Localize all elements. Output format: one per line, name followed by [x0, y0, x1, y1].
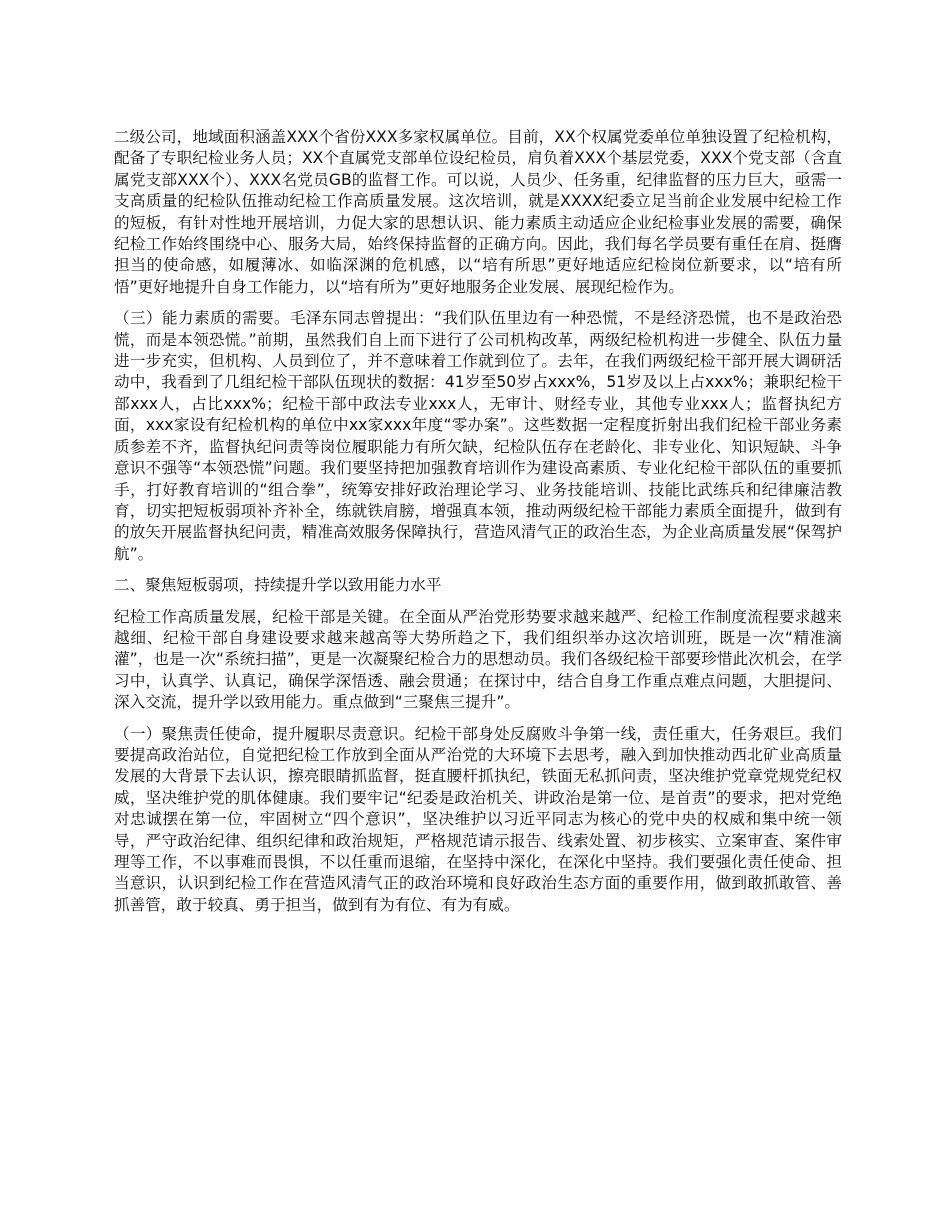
paragraph-2: （三）能力素质的需要。毛泽东同志曾提出：“我们队伍里边有一种恐慌，不是经济恐慌，也不是政治恐慌，而是本领恐慌。”前期，虽然我们自上而下进行了公司机构改革，两级纪检机构进一步健全、队伍力量进一步充实，但机构、人员到位了，并不意味着工作就到位了。去年，在我们两级纪检干部开展大调研活动中，我看到了几组纪检干部队伍现状的数据：41岁至50岁占xxx%，51岁及以上占xxx%；兼职纪检干部xxx人，占比xxx%；纪检干部中政法专业xxx人，无审计、财经专业，其他专业xxx人；监督执纪方面，xxx家设有纪检机构的单位中xx家xxx年度“零办案”。这些数据一定程度折射出我们纪检干部业务素质参差不齐，监督执纪问责等岗位履职能力有所欠缺，纪检队伍存在老龄化、非专业化、知识短缺、斗争意识不强等“本领恐慌”问题。我们要坚持把加强教育培训作为建设高素质、专业化纪检干部队伍的重要抓手，打好教育培训的“组合拳”，统筹安排好政治理论学习、业务技能培训、技能比武练兵和纪律廉洁教育，切实把短板弱项补齐补全，练就铁肩膀，增强真本领，推动两级纪检干部能力素质全面提升，做到有的放矢开展监督执纪问责，精准高效服务保障执行，营造风清气正的政治生态，为企业高质量发展“保驾护航”。 [114, 309, 842, 563]
paragraph-1: 二级公司，地域面积涵盖XXX个省份XXX多家权属单位。目前，XX个权属党委单位单独设置了纪检机构，配备了专职纪检业务人员；XX个直属党支部单位设纪检员，肩负着XXX个基层党委，XXX个党支部（含直属党支部XXX个）、XXX名党员GB的监督工作。可以说，人员少、任务重，纪律监督的压力巨大，亟需一支高质量的纪检队伍推动纪检工作高质量发展。这次培训，就是XXXX纪委立足当前企业发展中纪检工作的短板，有针对性地开展培训，力促大家的思想认识、能力素质主动适应企业纪检事业发展的需要，确保纪检工作始终围绕中心、服务大局，始终保持监督的正确方向。因此，我们每名学员要有重任在肩、挺膺担当的使命感，如履薄冰、如临深渊的危机感，以“培有所思”更好地适应纪检岗位新要求，以“培有所悟”更好地提升自身工作能力，以“培有所为”更好地服务企业发展、展现纪检作为。 [114, 128, 842, 296]
section-heading: 二、聚焦短板弱项，持续提升学以致用能力水平 [114, 576, 442, 595]
document-body [114, 127, 842, 926]
paragraph-3: 纪检工作高质量发展，纪检干部是关键。在全面从严治党形势要求越来越严、纪检工作制度流程要求越来越细、纪检干部自身建设要求越来越高等大势所趋之下，我们组织举办这次培训班，既是一次“精准滴灌”，也是一次“系统扫描”，更是一次凝聚纪检合力的思想动员。我们各级纪检干部要珍惜此次机会，在学习中，认真学、认真记，确保学深悟透、融会贯通；在探讨中，结合自身工作重点难点问题，大胆提问、深入交流，提升学以致用能力。重点做到“三聚焦三提升”。 [114, 607, 842, 712]
paragraph-4: （一）聚焦责任使命，提升履职尽责意识。纪检干部身处反腐败斗争第一线，责任重大，任务艰巨。我们要提高政治站位，自觉把纪检工作放到全面从严治党的大环境下去思考，融入到加快推动西北矿业高质量发展的大背景下去认识，擦亮眼睛抓监督，挺直腰杆抓执纪，铁面无私抓问责，坚决维护党章党规党纪权威，坚决维护党的肌体健康。我们要牢记“纪委是政治机关、讲政治是第一位、是首责”的要求，把对党绝对忠诚摆在第一位，牢固树立“四个意识”，坚决维护以习近平同志为核心的党中央的权威和集中统一领导，严守政治纪律、组织纪律和政治规矩，严格规范请示报告、线索处置、初步核实、立案审查、案件审理等工作，不以事难而畏惧，不以任重而退缩，在坚持中深化，在深化中坚持。我们要强化责任使命、担当意识，认识到纪检工作在营造风清气正的政治环境和良好政治生态方面的重要作用，做到敢抓敢管、善抓善管，敢于较真、勇于担当，做到有为有位、有为有威。 [114, 724, 842, 914]
